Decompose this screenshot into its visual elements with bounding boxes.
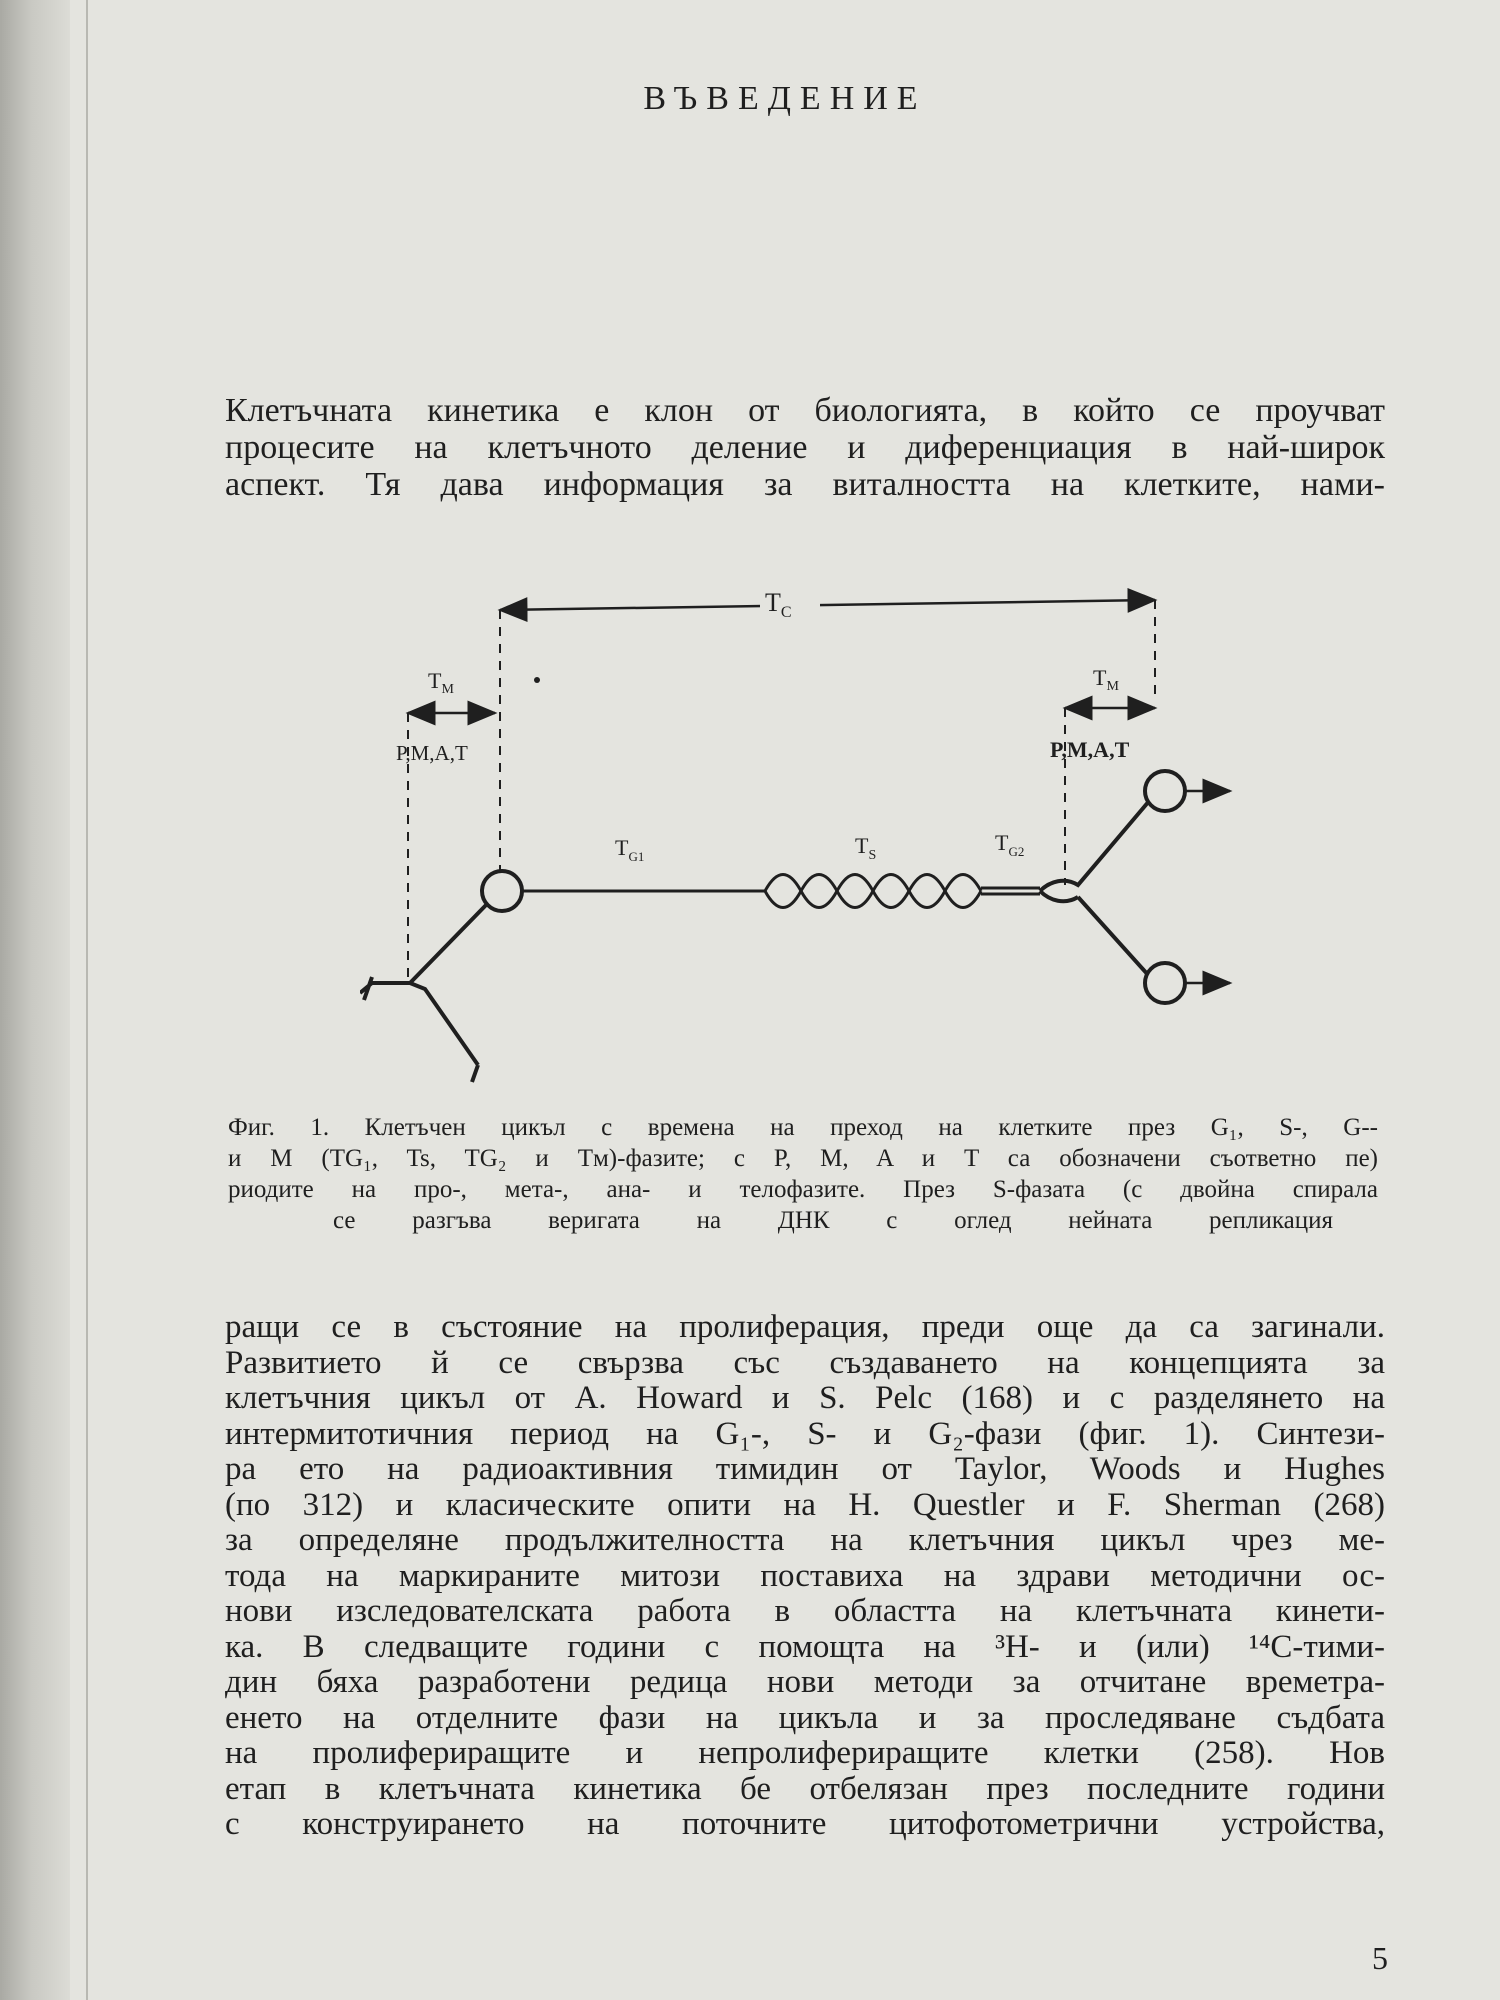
mitosis-fork bbox=[1040, 800, 1150, 977]
body-line: за определяне продължителността на клетъчния цикъл чрез ме- bbox=[225, 1522, 1385, 1558]
intro-line: аспект. Тя дава информация за виталността на клетките, нами- bbox=[225, 466, 1385, 503]
s-phase-helix-strand-b bbox=[765, 875, 981, 908]
ts-label: $T_S$ bbox=[855, 833, 877, 863]
body-line: на пролифериращите и непролифериращите клетки (258). Нов bbox=[225, 1735, 1385, 1771]
body-line: тода на маркираните митози поставиха на здрави методични ос- bbox=[225, 1557, 1385, 1594]
daughter-cell-top bbox=[1145, 771, 1185, 811]
caption-line: се разгъва веригата на ДНК с оглед нейната репликация bbox=[333, 1207, 1333, 1234]
g1-cell-circle bbox=[482, 871, 522, 911]
body-line: (по 312) и класическите опити на H. Questler и F. Sherman (268) bbox=[225, 1486, 1385, 1523]
caption-line: и M (TG₁, Ts, TG₂ и Tм)-фазите; с P, M, A и T са обозначени съответно пе) bbox=[228, 1145, 1378, 1172]
body-line: интермитотичния период на G₁-, S- и G₂-фази (фиг. 1). Синтези- bbox=[225, 1415, 1385, 1452]
body-line: дин бяха разработени редица нови методи за отчитане времетра- bbox=[225, 1664, 1385, 1700]
main-paragraph bbox=[225, 1310, 1385, 1843]
body-line: нови изследователската работа в областта на клетъчната кинети- bbox=[225, 1593, 1385, 1629]
tg2-label: $T_{G2}$ bbox=[995, 830, 1025, 859]
intro-line: Клетъчната кинетика е клон от биологията, в който се проучват bbox=[225, 392, 1385, 429]
cell-cycle-diagram bbox=[360, 585, 1250, 1095]
body-line: енето на отделните фази на цикъла и за проследяване съдбата bbox=[225, 1699, 1385, 1736]
dot-mark bbox=[534, 677, 540, 683]
caption-line: Фиг. 1. Клетъчен цикъл с времена на преход на клетките през G₁, S-, G-- bbox=[228, 1114, 1378, 1141]
intro-paragraph bbox=[225, 392, 1385, 503]
chapter-title: ВЪВЕДЕНИЕ bbox=[643, 80, 927, 117]
pmat-left-label: P,M,A,T bbox=[396, 741, 468, 765]
body-line: ращи се в състояние на пролиферация, преди още да са загинали. bbox=[225, 1309, 1385, 1345]
caption-line: риодите на про-, мета-, ана- и телофазите. През S-фазата (с двойна спирала bbox=[228, 1176, 1378, 1203]
tg1-label: $T_{G1}$ bbox=[615, 835, 645, 864]
tc-dimension-line bbox=[500, 600, 1155, 610]
left-division-fork bbox=[360, 903, 488, 1082]
tm-right-label: $T_M$ bbox=[1093, 665, 1119, 694]
daughter-cell-bottom bbox=[1145, 963, 1185, 1003]
body-line: ра ето на радиоактивния тимидин от Taylor, Woods и Hughes bbox=[225, 1451, 1385, 1487]
body-line: етап в клетъчната кинетика бе отбелязан през последните години bbox=[225, 1770, 1385, 1807]
body-line: ка. В следващите години с помощта на ³H- и (или) ¹⁴C-тими- bbox=[225, 1628, 1385, 1665]
figure-caption bbox=[228, 1112, 1378, 1236]
pmat-right-label: P,M,A,T bbox=[1050, 737, 1130, 762]
body-line: клетъчния цикъл от A. Howard и S. Pelc (168) и с разделянето на bbox=[225, 1380, 1385, 1416]
tc-label: $T_C$ bbox=[765, 588, 792, 621]
intro-line: процесите на клетъчното деление и диференциация в най-широк bbox=[225, 429, 1385, 466]
body-line: с конструирането на поточните цитофотометрични устройства, bbox=[225, 1806, 1385, 1842]
tm-left-label: $T_M$ bbox=[428, 668, 454, 697]
page-number: 5 bbox=[1372, 1940, 1388, 1976]
body-line: Развитието й се свързва със създаването на концепцията за bbox=[225, 1344, 1385, 1381]
